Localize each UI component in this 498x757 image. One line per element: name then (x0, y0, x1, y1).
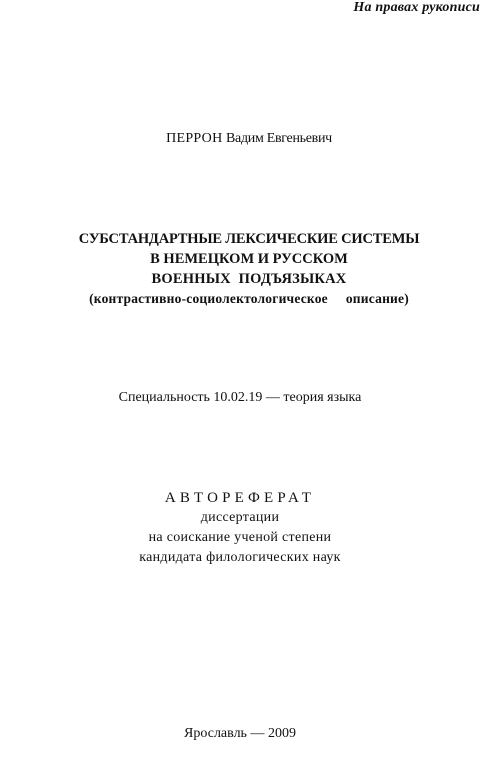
subtitle-part-2: описание) (345, 291, 409, 306)
specialty: Специальность 10.02.19 — теория языка (118, 390, 362, 405)
abstract-line-1: диссертации (200, 510, 280, 525)
abstract-line-2: на соискание ученой степени (148, 530, 332, 545)
title-subtitle (0, 289, 498, 309)
author-name (0, 131, 498, 147)
dissertation-title (0, 229, 498, 309)
abstract-block (0, 488, 480, 568)
abstract-heading: АВТОРЕФЕРАТ (164, 490, 316, 506)
author-surname: ПЕРРОН (166, 131, 223, 146)
subtitle-part-1: (контрастивно-социолектологическое (89, 291, 328, 306)
author-given-names: Вадим Евгеньевич (226, 131, 332, 146)
title-line-3: ВОЕННЫХ ПОДЪЯЗЫКАХ (151, 271, 347, 287)
city-year: Ярославль — 2009 (184, 726, 296, 741)
title-line-2: В НЕМЕЦКОМ И РУССКОМ (150, 251, 348, 267)
abstract-line-3: кандидата филологических наук (139, 550, 341, 565)
title-line-1: СУБСТАНДАРТНЫЕ ЛЕКСИЧЕСКИЕ СИСТЕМЫ (78, 231, 420, 247)
rights-note: На правах рукописи (353, 0, 480, 15)
